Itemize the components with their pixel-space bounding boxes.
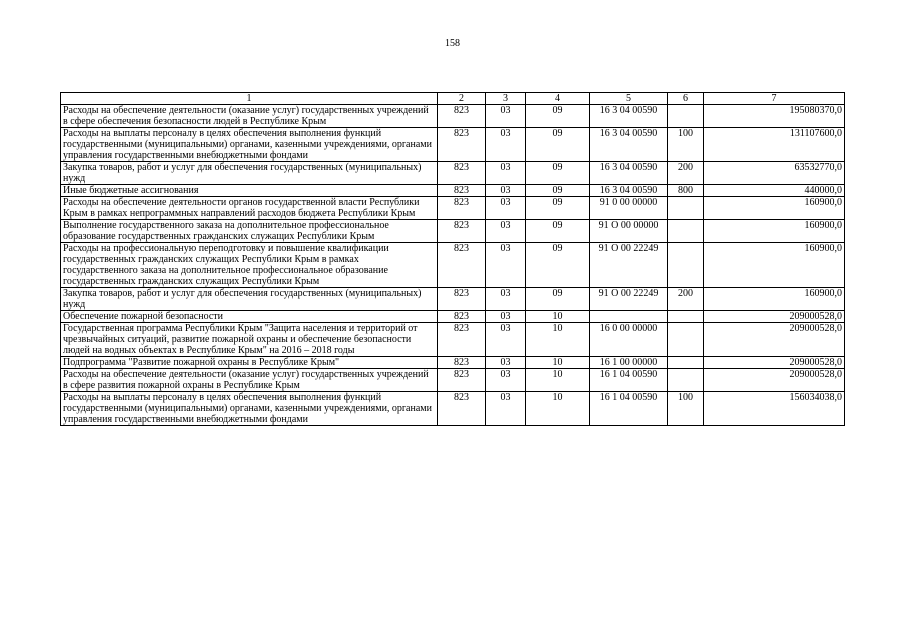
row-target-code: 16 1 04 00590 [590, 369, 668, 392]
table-row [61, 288, 845, 311]
table-body [61, 105, 845, 426]
row-amount: 160900,0 [704, 197, 845, 220]
row-name: Расходы на обеспечение деятельности (оказание услуг) государственных учреждений в сфере развития пожарной охраны в Республике Крым [61, 369, 438, 392]
row-section-code: 03 [486, 392, 526, 426]
table-row [61, 323, 845, 357]
row-section-code: 03 [486, 197, 526, 220]
row-name: Расходы на профессиональную переподготовку и повышение квалификации государственных гражданских служащих Республики Крым в рамках государственного заказа на дополнительное профессиональное образование государственных гражданских служащих Республики Крым [61, 243, 438, 288]
table-row [61, 392, 845, 426]
row-name: Закупка товаров, работ и услуг для обеспечения государственных (муниципальных) нужд [61, 288, 438, 311]
budget-table [60, 92, 845, 426]
table-row [61, 105, 845, 128]
table-header-row [61, 93, 845, 105]
row-section-code: 03 [486, 105, 526, 128]
row-amount: 209000528,0 [704, 323, 845, 357]
row-name: Расходы на выплаты персоналу в целях обеспечения выполнения функций государственными (муниципальными) органами, казенными учреждениями, органами управления государственными внебюджетными фондами [61, 392, 438, 426]
row-expense-type: 100 [668, 392, 704, 426]
row-expense-type: 200 [668, 288, 704, 311]
row-target-code: 16 3 04 00590 [590, 162, 668, 185]
row-section-code: 03 [486, 162, 526, 185]
row-subsection-code: 10 [526, 311, 590, 323]
row-amount: 209000528,0 [704, 357, 845, 369]
row-subsection-code: 10 [526, 357, 590, 369]
row-admin-code: 823 [438, 357, 486, 369]
header-cell-1: 1 [61, 93, 438, 105]
row-section-code: 03 [486, 128, 526, 162]
row-target-code: 91 О 00 22249 [590, 288, 668, 311]
row-name: Выполнение государственного заказа на дополнительное профессиональное образование государственных гражданских служащих Республики Крым [61, 220, 438, 243]
header-cell-5: 5 [590, 93, 668, 105]
row-amount: 160900,0 [704, 220, 845, 243]
table-row [61, 369, 845, 392]
header-cell-6: 6 [668, 93, 704, 105]
row-target-code: 91 О 00 22249 [590, 243, 668, 288]
row-amount: 156034038,0 [704, 392, 845, 426]
table-row [61, 197, 845, 220]
row-expense-type [668, 243, 704, 288]
header-cell-4: 4 [526, 93, 590, 105]
row-admin-code: 823 [438, 185, 486, 197]
row-target-code: 16 3 04 00590 [590, 105, 668, 128]
row-admin-code: 823 [438, 369, 486, 392]
row-subsection-code: 09 [526, 185, 590, 197]
row-section-code: 03 [486, 243, 526, 288]
row-amount: 195080370,0 [704, 105, 845, 128]
row-expense-type [668, 369, 704, 392]
row-subsection-code: 10 [526, 369, 590, 392]
row-section-code: 03 [486, 220, 526, 243]
row-section-code: 03 [486, 323, 526, 357]
row-admin-code: 823 [438, 392, 486, 426]
row-target-code [590, 311, 668, 323]
row-admin-code: 823 [438, 311, 486, 323]
row-name: Расходы на выплаты персоналу в целях обеспечения выполнения функций государственными (муниципальными) органами, казенными учреждениями, органами управления государственными внебюджетными фондами [61, 128, 438, 162]
row-target-code: 16 1 00 00000 [590, 357, 668, 369]
row-expense-type [668, 197, 704, 220]
row-name: Расходы на обеспечение деятельности органов государственной власти Республики Крым в рамках непрограммных направлений расходов бюджета Республики Крым [61, 197, 438, 220]
row-name: Закупка товаров, работ и услуг для обеспечения государственных (муниципальных) нужд [61, 162, 438, 185]
row-expense-type [668, 311, 704, 323]
row-admin-code: 823 [438, 323, 486, 357]
header-cell-2: 2 [438, 93, 486, 105]
row-admin-code: 823 [438, 243, 486, 288]
row-expense-type: 800 [668, 185, 704, 197]
row-subsection-code: 09 [526, 220, 590, 243]
row-amount: 209000528,0 [704, 369, 845, 392]
row-target-code: 91 О 00 00000 [590, 220, 668, 243]
row-subsection-code: 09 [526, 162, 590, 185]
row-amount: 160900,0 [704, 243, 845, 288]
row-name: Обеспечение пожарной безопасности [61, 311, 438, 323]
row-expense-type: 200 [668, 162, 704, 185]
row-name: Подпрограмма "Развитие пожарной охраны в Республике Крым" [61, 357, 438, 369]
row-amount: 440000,0 [704, 185, 845, 197]
row-subsection-code: 09 [526, 197, 590, 220]
table-row [61, 220, 845, 243]
row-amount: 209000528,0 [704, 311, 845, 323]
row-target-code: 16 1 04 00590 [590, 392, 668, 426]
row-subsection-code: 10 [526, 392, 590, 426]
row-subsection-code: 09 [526, 243, 590, 288]
page-number: 158 [445, 38, 460, 49]
table-row [61, 128, 845, 162]
row-section-code: 03 [486, 288, 526, 311]
row-name: Государственная программа Республики Крым "Защита населения и территорий от чрезвычайных ситуаций, развитие пожарной охраны и обеспечение безопасности людей на водных объектах в Республике Крым" на 2016 – 2018 годы [61, 323, 438, 357]
row-amount: 160900,0 [704, 288, 845, 311]
row-admin-code: 823 [438, 128, 486, 162]
row-subsection-code: 09 [526, 288, 590, 311]
row-expense-type [668, 323, 704, 357]
row-target-code: 16 3 04 00590 [590, 128, 668, 162]
row-subsection-code: 09 [526, 128, 590, 162]
header-cell-7: 7 [704, 93, 845, 105]
row-target-code: 91 0 00 00000 [590, 197, 668, 220]
row-subsection-code: 09 [526, 105, 590, 128]
row-admin-code: 823 [438, 288, 486, 311]
row-admin-code: 823 [438, 220, 486, 243]
row-target-code: 16 0 00 00000 [590, 323, 668, 357]
row-admin-code: 823 [438, 197, 486, 220]
row-expense-type [668, 220, 704, 243]
row-target-code: 16 3 04 00590 [590, 185, 668, 197]
row-expense-type: 100 [668, 128, 704, 162]
header-cell-3: 3 [486, 93, 526, 105]
table-row [61, 243, 845, 288]
row-name: Расходы на обеспечение деятельности (оказание услуг) государственных учреждений в сфере обеспечения безопасности людей в Республике Крым [61, 105, 438, 128]
table-row [61, 357, 845, 369]
table-row [61, 185, 845, 197]
row-subsection-code: 10 [526, 323, 590, 357]
table-row [61, 162, 845, 185]
row-section-code: 03 [486, 311, 526, 323]
row-expense-type [668, 357, 704, 369]
row-section-code: 03 [486, 357, 526, 369]
row-admin-code: 823 [438, 105, 486, 128]
row-name: Иные бюджетные ассигнования [61, 185, 438, 197]
row-expense-type [668, 105, 704, 128]
row-amount: 63532770,0 [704, 162, 845, 185]
row-amount: 131107600,0 [704, 128, 845, 162]
row-section-code: 03 [486, 369, 526, 392]
table-row [61, 311, 845, 323]
row-section-code: 03 [486, 185, 526, 197]
row-admin-code: 823 [438, 162, 486, 185]
